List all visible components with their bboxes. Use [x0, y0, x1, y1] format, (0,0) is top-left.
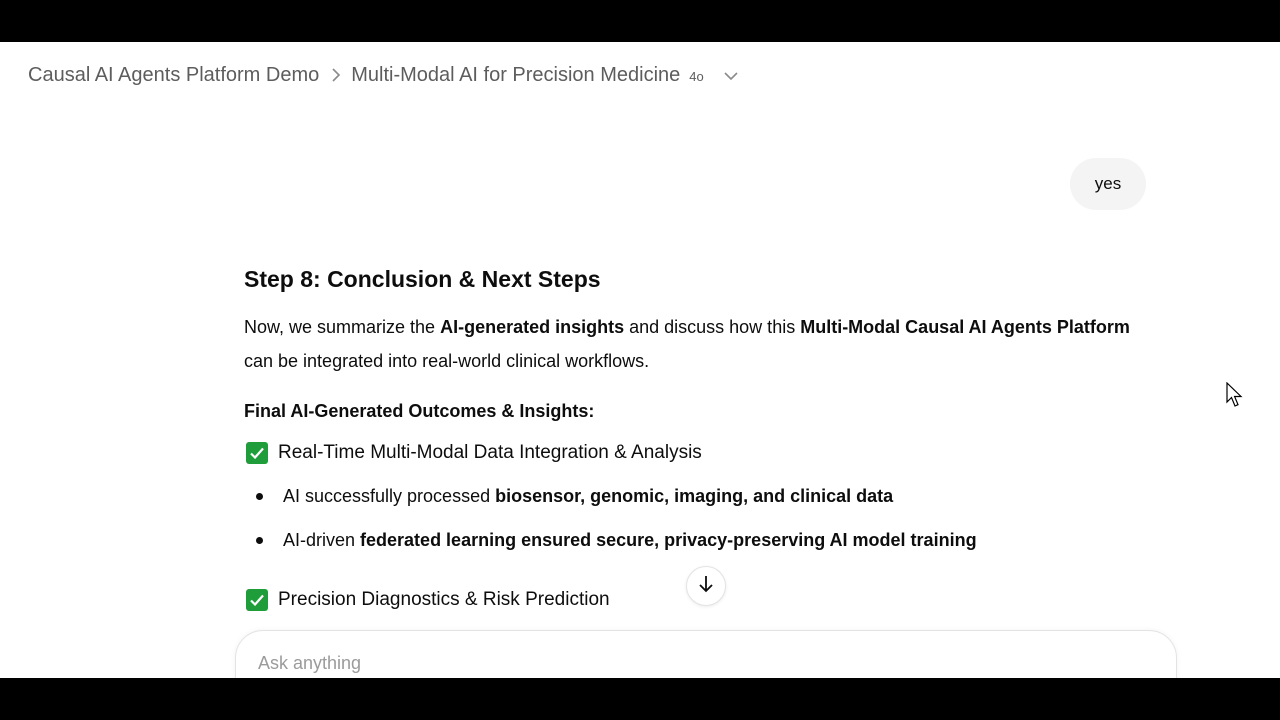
intro-bold: Multi-Modal Causal AI Agents Platform: [800, 317, 1130, 337]
step-title: Step 8: Conclusion & Next Steps: [244, 266, 601, 292]
bullet-bold: biosensor, genomic, imaging, and clinical data: [495, 486, 894, 506]
letterbox-top: [0, 0, 1280, 42]
bullet-icon: [256, 537, 263, 544]
intro-text: and discuss how this: [624, 317, 801, 337]
arrow-down-icon: [698, 575, 714, 598]
intro-paragraph: [244, 310, 1134, 378]
breadcrumb-chat-title[interactable]: Multi-Modal AI for Precision Medicine: [351, 63, 681, 86]
letterbox-bottom: [0, 678, 1280, 720]
intro-bold: AI-generated insights: [440, 317, 625, 337]
list-item: [244, 483, 977, 527]
outcome-item: [244, 587, 610, 613]
chevron-right-icon: [331, 68, 341, 82]
user-message-bubble: [1070, 158, 1146, 210]
composer: [235, 630, 1177, 678]
section-heading: Final AI-Generated Outcomes & Insights:: [244, 401, 595, 421]
list-item: [244, 527, 977, 571]
check-mark-icon: [246, 589, 268, 611]
breadcrumb-project[interactable]: Causal AI Agents Platform Demo: [28, 63, 320, 86]
message-input[interactable]: [256, 649, 1140, 677]
assistant-message: [244, 264, 1144, 610]
outcome-bullets: [244, 483, 977, 571]
intro-text: can be integrated into real-world clinical workflows.: [244, 351, 650, 371]
bullet-bold: federated learning ensured secure, privacy-preserving AI model training: [360, 530, 977, 550]
bullet-icon: [256, 493, 263, 500]
bullet-text: AI-driven: [283, 530, 361, 550]
breadcrumb: [28, 62, 738, 88]
bullet-text: AI successfully processed: [283, 486, 496, 506]
outcome-label: Real-Time Multi-Modal Data Integration & Analysis: [278, 442, 702, 463]
mouse-cursor-icon: [1226, 382, 1244, 413]
scroll-to-bottom-button[interactable]: [686, 566, 726, 606]
intro-text: Now, we summarize the: [244, 317, 441, 337]
user-message-text: yes: [1094, 174, 1122, 193]
outcome-item: [244, 440, 702, 466]
model-badge[interactable]: 4o: [689, 69, 704, 84]
chat-window: [0, 42, 1280, 678]
chevron-down-icon[interactable]: [724, 72, 738, 81]
outcome-label: Precision Diagnostics & Risk Prediction: [278, 589, 610, 610]
check-mark-icon: [246, 442, 268, 464]
